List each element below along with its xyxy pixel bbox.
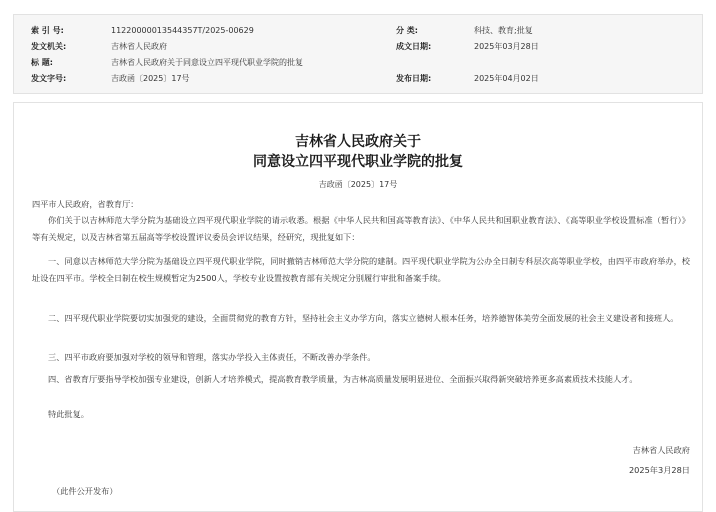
document-body (13, 102, 703, 512)
paragraph-intro: 你们关于以吉林师范大学分院为基础设立四平现代职业学院的请示收悉。根据《中华人民共和国高等教育法》、《中华人民共和国职业教育法》、《高等职业学校设置标准（暂行）》等有关规定，以及吉林省第五届高等学校设置评议委员会评议结果，经研究，现批复如下： (32, 215, 690, 242)
category-value: 科技、教育;批复 (474, 26, 533, 35)
meta-row-index (14, 23, 702, 39)
issuer-label: 发文机关: (31, 42, 67, 51)
title-value: 吉林省人民政府关于同意设立四平现代职业学院的批复 (111, 58, 303, 67)
doc-number-value: 吉政函〔2025〕17号 (111, 74, 190, 83)
date-written-label: 成文日期: (396, 42, 432, 51)
publish-date-label: 发布日期: (396, 74, 432, 83)
publish-date-value: 2025年04月02日 (474, 74, 539, 83)
sign-date: 2025年3月28日 (628, 465, 690, 475)
issuer-value: 吉林省人民政府 (111, 42, 167, 51)
title-label: 标 题: (31, 58, 53, 67)
index-label: 索 引 号: (31, 26, 64, 35)
document-title-line1: 吉林省人民政府关于 (295, 134, 421, 150)
document-metadata-panel (13, 14, 703, 94)
signature: 吉林省人民政府 (632, 445, 690, 455)
paragraph-item-4: 四、省教育厅要指导学校加强专业建设，创新人才培养模式，提高教育教学质量，为吉林高质量发展明显进位、全面振兴取得新突破培养更多高素质技术技能人才。 (48, 374, 638, 384)
document-number: 吉政函〔2025〕17号 (318, 180, 398, 189)
meta-row-title (14, 55, 702, 71)
salutation: 四平市人民政府，省教育厅： (32, 199, 139, 209)
closing-line: 特此批复。 (48, 409, 89, 419)
meta-row-doc-number (14, 71, 702, 87)
date-written-value: 2025年03月28日 (474, 42, 539, 51)
index-value: 11220000013544357T/2025-00629 (111, 26, 254, 35)
document-title-line2: 同意设立四平现代职业学院的批复 (253, 154, 463, 170)
paragraph-item-3: 三、四平市政府要加强对学校的领导和管理，落实办学投入主体责任，不断改善办学条件。 (48, 352, 376, 362)
meta-row-issuer (14, 39, 702, 55)
paragraph-item-2: 二、四平现代职业学院要切实加强党的建设，全面贯彻党的教育方针，坚持社会主义办学方向，落实立德树人根本任务，培养德智体美劳全面发展的社会主义建设者和接班人。 (48, 313, 679, 323)
doc-number-label: 发文字号: (31, 74, 67, 83)
paragraph-item-1: 一、同意以吉林师范大学分院为基础设立四平现代职业学院，同时撤销吉林师范大学分院的建制。四平现代职业学院为公办全日制专科层次高等职业学校，由四平市政府举办，校址设在四平市。学校全日制在校生规模暂定为2500人，学校专业设置按教育部有关规定分别履行审批和备案手续。 (32, 256, 690, 283)
public-release-note: （此件公开发布） (52, 486, 118, 496)
category-label: 分 类: (396, 26, 418, 35)
